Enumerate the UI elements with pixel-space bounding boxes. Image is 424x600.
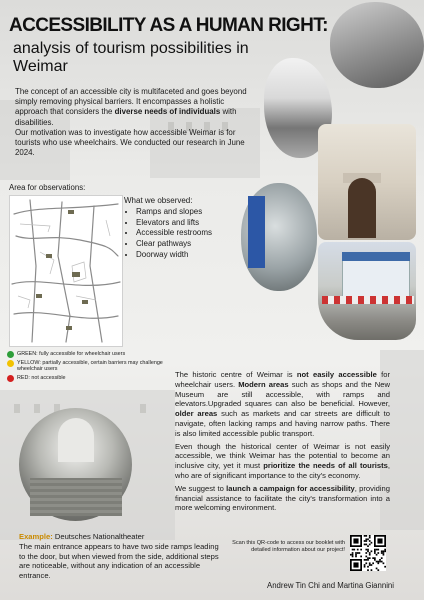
qr-module — [365, 549, 367, 551]
findings-paragraph-2 — [175, 442, 390, 481]
observation-item: • Ramps and slopes — [136, 207, 242, 218]
qr-module — [352, 549, 354, 551]
qr-module — [376, 568, 378, 570]
legend-red-label: RED: not accessible — [17, 374, 66, 381]
legend-red-dot — [7, 375, 14, 382]
qr-code[interactable] — [350, 535, 386, 571]
map-drawing — [10, 196, 122, 346]
map-street — [20, 224, 50, 232]
example-description: The main entrance appears to have two side ramps leading to the door, but when viewed from the side, additional steps are noticeable, without any indication of an accessible entrance. — [19, 541, 219, 581]
qr-module — [369, 537, 371, 539]
map-marker — [68, 210, 74, 214]
map-street — [16, 236, 118, 256]
observations-items — [124, 207, 242, 261]
text-run: , providing financial assistance to facilitate the city's transformation into a more welcoming environment. — [175, 483, 390, 513]
qr-module — [360, 556, 362, 558]
map-street — [14, 204, 118, 214]
entrance-steps — [30, 478, 122, 516]
observation-item: • Elevators and lifts — [136, 218, 242, 229]
qr-module — [377, 549, 379, 551]
qr-module — [384, 549, 386, 551]
emphasized-text: Modern areas — [238, 379, 289, 389]
qr-module — [371, 550, 373, 552]
qr-module — [377, 562, 379, 564]
qr-module — [367, 569, 369, 571]
qr-module — [353, 549, 355, 551]
qr-module — [367, 545, 369, 547]
qr-module — [374, 552, 376, 554]
qr-module — [369, 564, 371, 566]
intro-emphasis: diverse needs of individuals — [114, 107, 221, 117]
emphasized-text: prioritize the needs of all tourists — [263, 461, 388, 471]
qr-module — [384, 535, 386, 547]
qr-module — [371, 542, 373, 544]
qr-module — [374, 557, 376, 559]
intro-text-part: with disabilities. — [15, 107, 237, 127]
qr-module — [350, 535, 352, 547]
qr-module — [374, 535, 376, 547]
qr-module — [365, 562, 367, 564]
qr-module — [355, 552, 357, 554]
qr-module — [364, 535, 366, 537]
qr-module — [376, 561, 378, 563]
qr-module — [367, 538, 369, 540]
legend-green-dot — [7, 351, 14, 358]
qr-module — [365, 538, 367, 540]
qr-module — [350, 554, 352, 556]
text-run: Even though the historical center of Weimar is not easily accessible, we think Weimar has the potential to become an inclusive city, yet it must — [175, 441, 390, 471]
background-window — [34, 404, 40, 413]
qr-module — [381, 550, 383, 552]
legend-item-yellow — [7, 360, 177, 373]
map-street — [106, 220, 110, 236]
qr-module — [374, 550, 376, 552]
map-street — [12, 282, 120, 286]
qr-module — [365, 556, 367, 558]
map-street — [14, 313, 118, 319]
map-label: Area for observations: — [9, 183, 86, 192]
qr-module — [350, 535, 362, 537]
info-board-header — [342, 252, 410, 261]
legend-green-label: GREEN: fully accessible for wheelchair users — [17, 351, 126, 357]
entrance-arch — [58, 418, 94, 462]
qr-module — [350, 559, 362, 561]
example-heading — [19, 532, 219, 542]
map-legend — [7, 351, 177, 383]
qr-module — [384, 550, 386, 552]
qr-module — [379, 561, 381, 563]
map-street — [58, 202, 70, 342]
qr-module — [352, 552, 354, 554]
map-marker — [36, 294, 42, 298]
qr-module — [376, 554, 378, 556]
qr-module — [376, 549, 378, 551]
text-run: such as markets and car streets are difficult to navigate, often lacking ramps and having narrow paths. There is also limited accessible public transport. — [175, 409, 390, 438]
qr-module — [367, 550, 369, 552]
qr-module — [352, 556, 354, 558]
qr-module — [377, 538, 382, 543]
example-caption — [19, 532, 219, 581]
qr-module — [369, 557, 371, 559]
map-marker — [72, 272, 80, 277]
qr-module — [353, 538, 358, 543]
qr-module — [369, 544, 371, 546]
qr-module — [381, 552, 383, 554]
qr-module — [364, 559, 366, 561]
qr-module — [369, 554, 371, 556]
qr-module — [353, 562, 358, 567]
background-window — [14, 404, 20, 413]
qr-module — [364, 544, 366, 546]
observation-map — [9, 195, 123, 347]
qr-module — [360, 549, 362, 551]
page-subtitle: analysis of tourism possibilities in Weimar — [13, 40, 249, 75]
qr-module — [350, 569, 362, 571]
qr-module — [364, 540, 366, 542]
legend-yellow-dot — [7, 360, 14, 367]
qr-module — [365, 540, 367, 542]
qr-module — [374, 549, 376, 551]
legend-yellow-label: YELLOW: partially accessible, certain barriers may challenge wheelchair users — [17, 359, 163, 373]
qr-module — [352, 554, 354, 556]
qr-module — [359, 552, 361, 554]
qr-module — [369, 540, 371, 542]
qr-module — [367, 566, 369, 568]
qr-module — [367, 549, 369, 551]
qr-module — [384, 566, 386, 568]
qr-module — [355, 556, 357, 558]
findings-paragraph-1 — [175, 370, 390, 439]
qr-module — [383, 562, 385, 564]
qr-module — [350, 545, 362, 547]
example-label: Example: — [19, 532, 53, 541]
intro-paragraph — [15, 87, 259, 128]
qr-module — [377, 569, 379, 571]
qr-module — [381, 557, 383, 559]
qr-module — [360, 559, 362, 571]
qr-module — [365, 552, 367, 554]
qr-module — [372, 562, 374, 564]
qr-module — [377, 561, 379, 563]
text-run: such as shops and the New Museum are still accessible, with ramps and elevators.Upgraded squares can also be beneficial. However, — [175, 379, 390, 409]
qr-module — [381, 561, 383, 563]
map-marker — [66, 326, 72, 330]
example-place: Deutsches Nationaltheater — [52, 532, 145, 541]
map-street — [76, 296, 96, 300]
observation-item: • Doorway width — [136, 250, 242, 261]
qr-module — [369, 552, 371, 554]
qr-module — [383, 554, 385, 556]
qr-module — [365, 559, 367, 561]
emphasized-text: older areas — [175, 409, 218, 419]
page-title: ACCESSIBILITY AS A HUMAN RIGHT: — [9, 15, 328, 36]
legend-item-red — [7, 375, 177, 382]
wooden-door — [348, 178, 376, 238]
map-marker — [82, 300, 88, 304]
qr-module — [367, 557, 369, 559]
qr-module — [350, 559, 352, 571]
map-street — [90, 206, 102, 342]
observation-item: • Accessible restrooms — [136, 228, 242, 239]
map-street — [18, 296, 30, 308]
observations-list — [124, 196, 242, 261]
qr-module — [374, 559, 376, 561]
qr-module — [379, 559, 381, 561]
qr-module — [365, 535, 367, 537]
legend-item-green — [7, 351, 177, 358]
text-run: The historic centre of Weimar is — [175, 370, 297, 379]
observation-item: • Clear pathways — [136, 239, 242, 250]
qr-module — [377, 552, 379, 554]
qr-module — [383, 550, 385, 552]
findings-text — [175, 370, 390, 516]
qr-module — [357, 549, 359, 551]
background-window — [140, 404, 146, 413]
qr-module — [369, 535, 371, 537]
authors: Andrew Tin Chi and Martina Giannini — [267, 581, 394, 590]
qr-module — [360, 535, 362, 547]
qr-module — [371, 564, 373, 566]
qr-module — [374, 545, 386, 547]
blue-sign — [248, 196, 265, 268]
qr-module — [364, 566, 366, 568]
map-marker — [46, 254, 52, 258]
intro-text-part: The concept of an accessible city is multifaceted and goes beyond simply removing physical barriers. It encompasses a holistic approach that considers the — [15, 87, 247, 117]
qr-module — [364, 564, 366, 566]
qr-module — [372, 557, 374, 559]
text-run: for wheelchair users. — [175, 370, 390, 389]
emphasized-text: not easily accessible — [296, 370, 377, 379]
observations-heading: What we observed: — [124, 196, 193, 205]
qr-module — [371, 569, 373, 571]
findings-paragraph-3 — [175, 484, 390, 513]
qr-module — [355, 554, 357, 556]
intro-motivation: Our motivation was to investigate how accessible Weimar is for tourists who use wheelchairs. We conducted our research in June 2024. — [15, 127, 245, 158]
barrier-fence — [322, 296, 414, 304]
intro-text — [15, 87, 259, 158]
qr-module — [367, 559, 369, 561]
qr-caption: Scan this QR-code to access our booklet with detailed information about our project! — [232, 540, 345, 554]
qr-module — [383, 552, 385, 554]
text-run: We suggest to — [175, 483, 227, 493]
qr-module — [365, 544, 367, 546]
street-photo — [330, 2, 424, 88]
map-street — [30, 200, 36, 342]
qr-module — [374, 535, 386, 537]
emphasized-text: launch a campaign for accessibility — [226, 483, 355, 493]
qr-module — [357, 552, 359, 554]
text-run: , who are of significant importance to the city's economy. — [175, 461, 390, 480]
qr-module — [369, 562, 371, 564]
